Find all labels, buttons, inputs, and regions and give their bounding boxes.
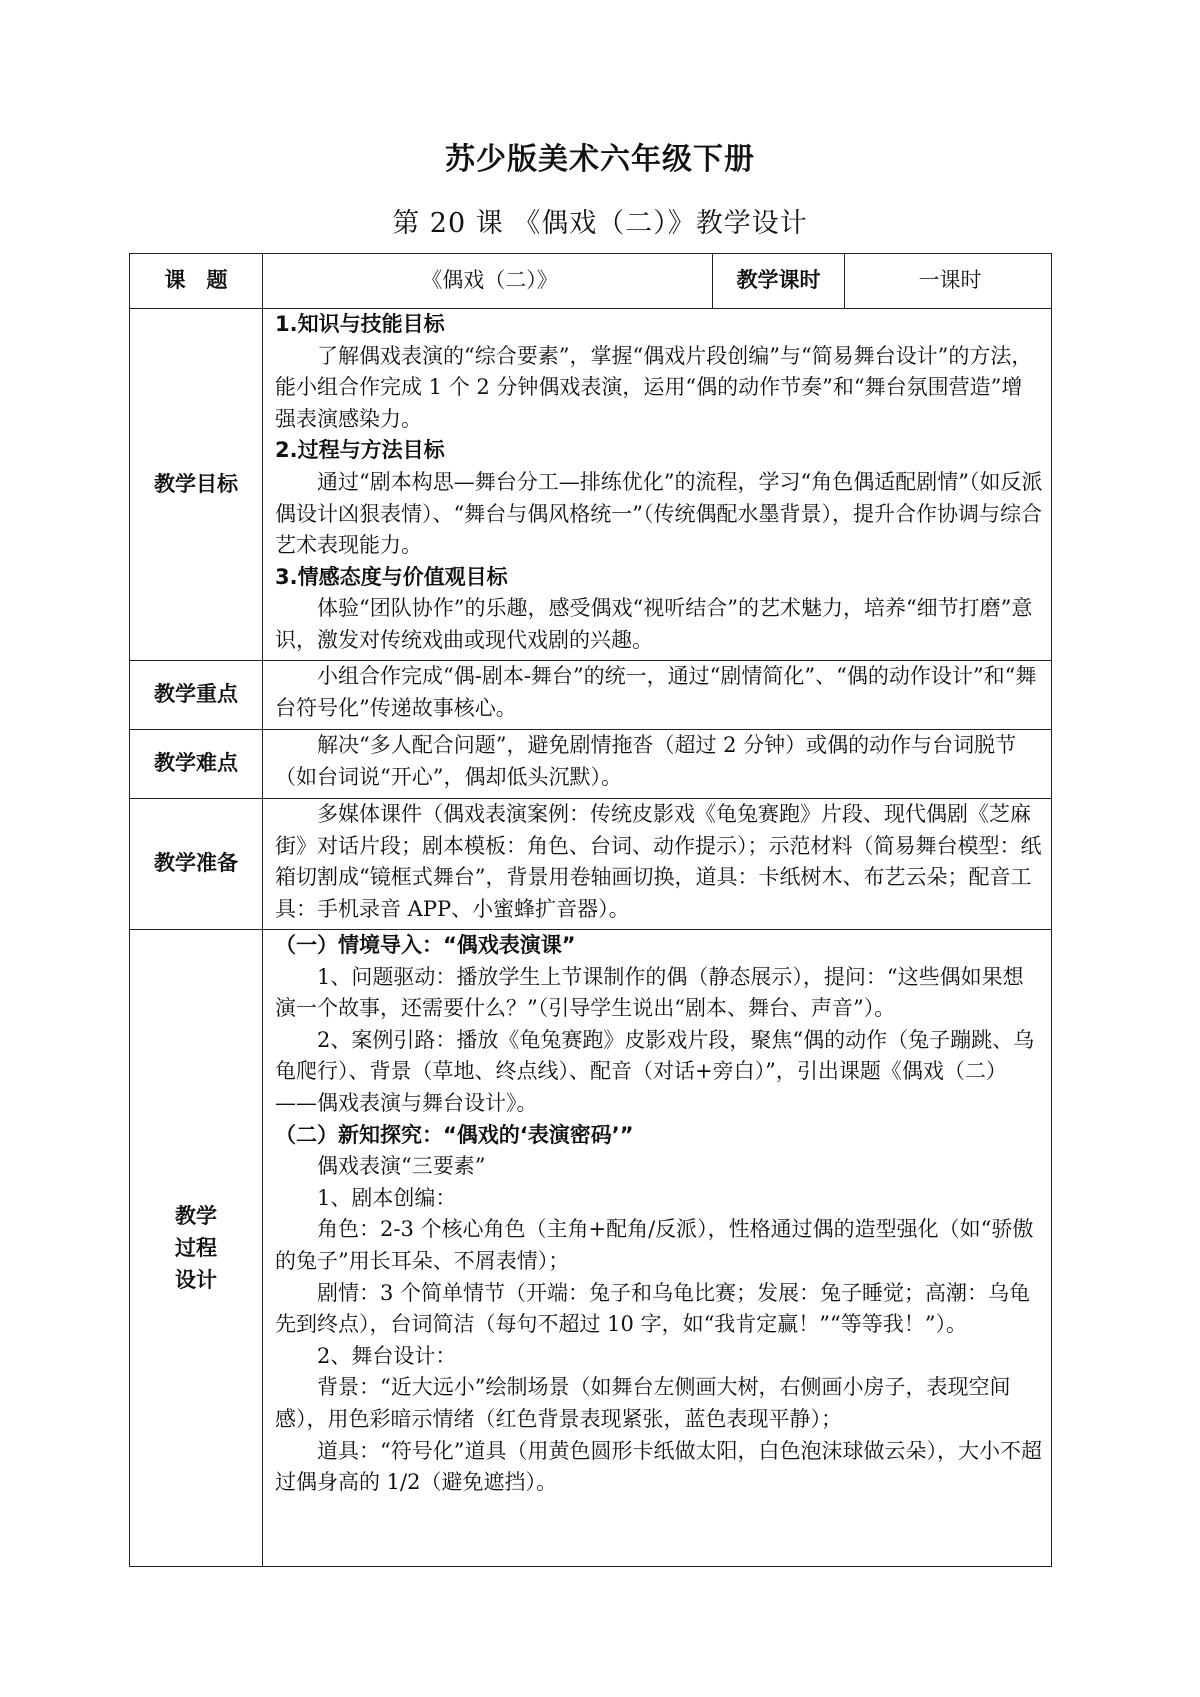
lesson-plan-table: [129, 253, 1052, 1567]
section-2-item-1: 1、剧本创编：: [317, 1185, 457, 1210]
key-points-row: [130, 661, 1052, 730]
section-2-intro: 偶戏表演“三要素”: [317, 1154, 486, 1179]
section-2-title: （二）新知探究：“偶戏的‘表演密码’”: [275, 1122, 634, 1147]
document-subtitle: 第 20 课 《偶戏（二）》教学设计: [392, 208, 808, 239]
hours-value: 一课时: [845, 254, 1052, 309]
objective-heading-1: 1.知识与技能目标: [275, 312, 445, 336]
process-label-line-1: 教学: [175, 1204, 217, 1228]
objectives-content: [263, 309, 1052, 661]
objectives-label: 教学目标: [130, 309, 263, 661]
difficulties-row: [130, 730, 1052, 799]
section-1-paragraph-1: 1、问题驱动：播放学生上节课制作的偶（静态展示），提问：“这些偶如果想演一个故事，还需要什么？”（引导学生说出“剧本、舞台、声音”）。: [275, 964, 1024, 1021]
hours-label: 教学课时: [713, 254, 845, 309]
objective-text-3: 体验“团队协作”的乐趣，感受偶戏“视听结合”的艺术魅力，培养“细节打磨”意识，激发对传统戏曲或现代戏剧的兴趣。: [275, 596, 1033, 652]
objective-heading-2: 2.过程与方法目标: [275, 438, 445, 463]
document-title: 苏少版美术六年级下册: [445, 142, 755, 177]
topic-label: 课 题: [130, 254, 263, 309]
section-1-title: （一）情境导入：“偶戏表演课”: [275, 933, 576, 957]
process-label: [130, 930, 263, 1567]
preparation-text: 多媒体课件（偶戏表演案例：传统皮影戏《龟兔赛跑》片段、现代偶剧《芝麻街》对话片段；剧本模板：角色、台词、动作提示）；示范材料（简易舞台模型：纸箱切割成“镜框式舞台”，背景用卷轴画切换，道具：卡纸树木、布艺云朵；配音工具：手机录音 APP、小蜜蜂扩音器）。: [275, 802, 1042, 921]
header-row: [130, 254, 1052, 309]
key-points-label: 教学重点: [130, 661, 263, 730]
preparation-content: [263, 799, 1052, 930]
difficulties-label: 教学难点: [130, 730, 263, 799]
key-points-content: [263, 661, 1052, 730]
process-row: [130, 930, 1052, 1567]
preparation-label: 教学准备: [130, 799, 263, 930]
preparation-row: [130, 799, 1052, 930]
difficulties-text: 解决“多人配合问题”，避免剧情拖沓（超过 2 分钟）或偶的动作与台词脱节（如台词说“开心”，偶却低头沉默）。: [275, 733, 1017, 789]
section-1-paragraph-2: 2、案例引路：播放《龟兔赛跑》皮影戏片段，聚焦“偶的动作（兔子蹦跳、乌龟爬行）、背景（草地、终点线）、配音（对话+旁白）”，引出课题《偶戏（二）——偶戏表演与舞台设计》。: [275, 1027, 1035, 1115]
difficulties-content: [263, 730, 1052, 799]
section-2-roles: 角色：2-3 个核心角色（主角+配角/反派），性格通过偶的造型强化（如“骄傲的兔子”用长耳朵、不屑表情）；: [275, 1217, 1034, 1273]
section-2-background: 背景：“近大远小”绘制场景（如舞台左侧画大树，右侧画小房子，表现空间感），用色彩暗示情绪（红色背景表现紧张，蓝色表现平静）；: [275, 1375, 1011, 1431]
objective-heading-3: 3.情感态度与价值观目标: [275, 564, 508, 589]
process-label-line-2: 过程: [175, 1236, 217, 1260]
process-label-line-3: 设计: [175, 1268, 217, 1292]
objectives-row: [130, 309, 1052, 661]
process-content: [263, 930, 1052, 1567]
objective-text-1: 了解偶戏表演的“综合要素”，掌握“偶戏片段创编”与“简易舞台设计”的方法，能小组合作完成 1 个 2 分钟偶戏表演，运用“偶的动作节奏”和“舞台氛围营造”增强表演感染力。: [275, 343, 1033, 431]
key-points-text: 小组合作完成“偶-剧本-舞台”的统一，通过“剧情简化”、“偶的动作设计”和“舞台符号化”传递故事核心。: [275, 664, 1037, 720]
section-2-plot: 剧情：3 个简单情节（开端：兔子和乌龟比赛；发展：兔子睡觉；高潮：乌龟先到终点），台词简洁（每句不超过 10 字，如“我肯定赢！”“等等我！”）。: [275, 1280, 1031, 1337]
section-2-item-2: 2、舞台设计：: [317, 1343, 457, 1368]
topic-value: 《偶戏（二）》: [263, 254, 713, 309]
section-2-props: 道具：“符号化”道具（用黄色圆形卡纸做太阳，白色泡沫球做云朵），大小不超过偶身高的 1/2（避免遮挡）。: [275, 1438, 1042, 1495]
objective-text-2: 通过“剧本构思—舞台分工—排练优化”的流程，学习“角色偶适配剧情”（如反派偶设计凶狠表情）、“舞台与偶风格统一”（传统偶配水墨背景），提升合作协调与综合艺术表现能力。: [275, 469, 1043, 558]
